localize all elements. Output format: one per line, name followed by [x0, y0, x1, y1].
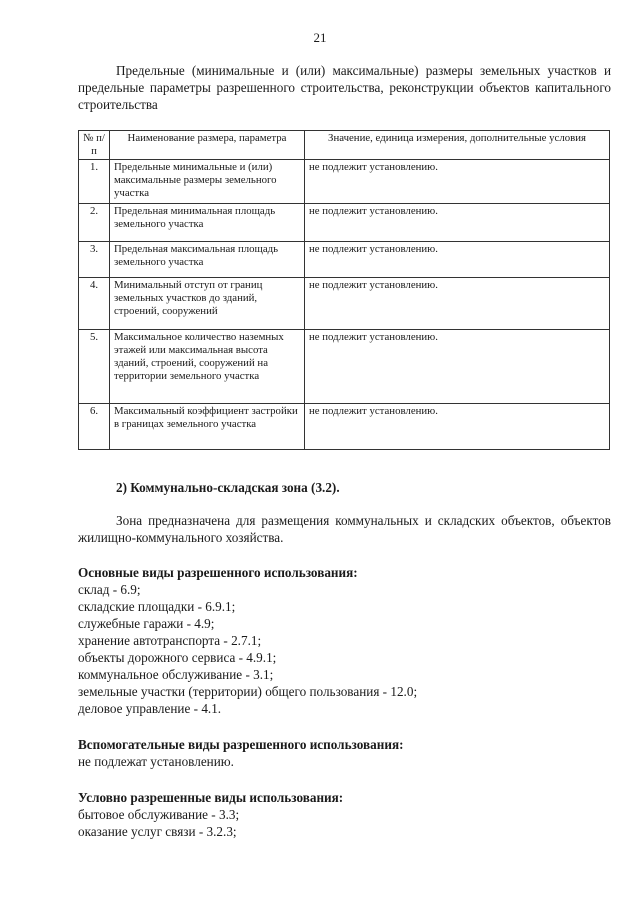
row-num: 1. [79, 160, 110, 204]
zone-description: Зона предназначена для размещения коммунальных и складских объектов, объектов жилищно-коммунального хозяйства. [78, 513, 611, 545]
row-name: Предельная минимальная площадь земельного участка [110, 204, 305, 242]
row-value: не подлежит установлению. [305, 278, 610, 330]
list-item: оказание услуг связи - 3.2.3; [78, 824, 237, 839]
row-value: не подлежит установлению. [305, 204, 610, 242]
list-item: объекты дорожного сервиса - 4.9.1; [78, 650, 277, 665]
table-row [79, 204, 610, 242]
page-number: 21 [313, 30, 327, 45]
row-name: Максимальное количество наземных этажей или максимальная высота зданий, строений, сооружений на территории земельного участка [110, 330, 305, 404]
header-value: Значение, единица измерения, дополнительные условия [305, 131, 610, 160]
aux-uses-title: Вспомогательные виды разрешенного использования: [78, 737, 404, 752]
list-item: служебные гаражи - 4.9; [78, 616, 215, 631]
row-value: не подлежит установлению. [305, 330, 610, 404]
list-item: бытовое обслуживание - 3.3; [78, 807, 240, 822]
row-num: 3. [79, 242, 110, 278]
row-value: не подлежит установлению. [305, 242, 610, 278]
list-item: деловое управление - 4.1. [78, 701, 222, 716]
aux-uses-text: не подлежат установлению. [78, 754, 234, 769]
main-uses-title: Основные виды разрешенного использования: [78, 565, 358, 580]
row-value: не подлежит установлению. [305, 160, 610, 204]
row-num: 2. [79, 204, 110, 242]
table-row [79, 330, 610, 404]
header-name: Наименование размера, параметра [110, 131, 305, 160]
cond-uses-title: Условно разрешенные виды использования: [78, 790, 344, 805]
list-item: складские площадки - 6.9.1; [78, 599, 236, 614]
list-item: коммунальное обслуживание - 3.1; [78, 667, 274, 682]
row-value: не подлежит установлению. [305, 404, 610, 450]
row-num: 4. [79, 278, 110, 330]
parameters-table [78, 130, 610, 450]
list-item: склад - 6.9; [78, 582, 141, 597]
table-header-row [79, 131, 610, 160]
zone-heading: 2) Коммунально-складская зона (3.2). [116, 480, 340, 495]
intro-paragraph: Предельные (минимальные и (или) максимальные) размеры земельных участков и предельные параметры разрешенного строительства, реконструкции объектов капитального строительства [78, 63, 611, 112]
main-uses-section [78, 564, 611, 717]
row-name: Предельная максимальная площадь земельного участка [110, 242, 305, 278]
row-num: 6. [79, 404, 110, 450]
table-row [79, 160, 610, 204]
row-name: Максимальный коэффициент застройки в границах земельного участка [110, 404, 305, 450]
header-num: № п/п [79, 131, 110, 160]
row-num: 5. [79, 330, 110, 404]
table-row [79, 242, 610, 278]
list-item: хранение автотранспорта - 2.7.1; [78, 633, 262, 648]
aux-uses-section [78, 736, 611, 770]
table-row [79, 404, 610, 450]
row-name: Предельные минимальные и (или) максимальные размеры земельного участка [110, 160, 305, 204]
table-row [79, 278, 610, 330]
cond-uses-section [78, 789, 611, 840]
row-name: Минимальный отступ от границ земельных участков до зданий, строений, сооружений [110, 278, 305, 330]
list-item: земельные участки (территории) общего пользования - 12.0; [78, 684, 418, 699]
